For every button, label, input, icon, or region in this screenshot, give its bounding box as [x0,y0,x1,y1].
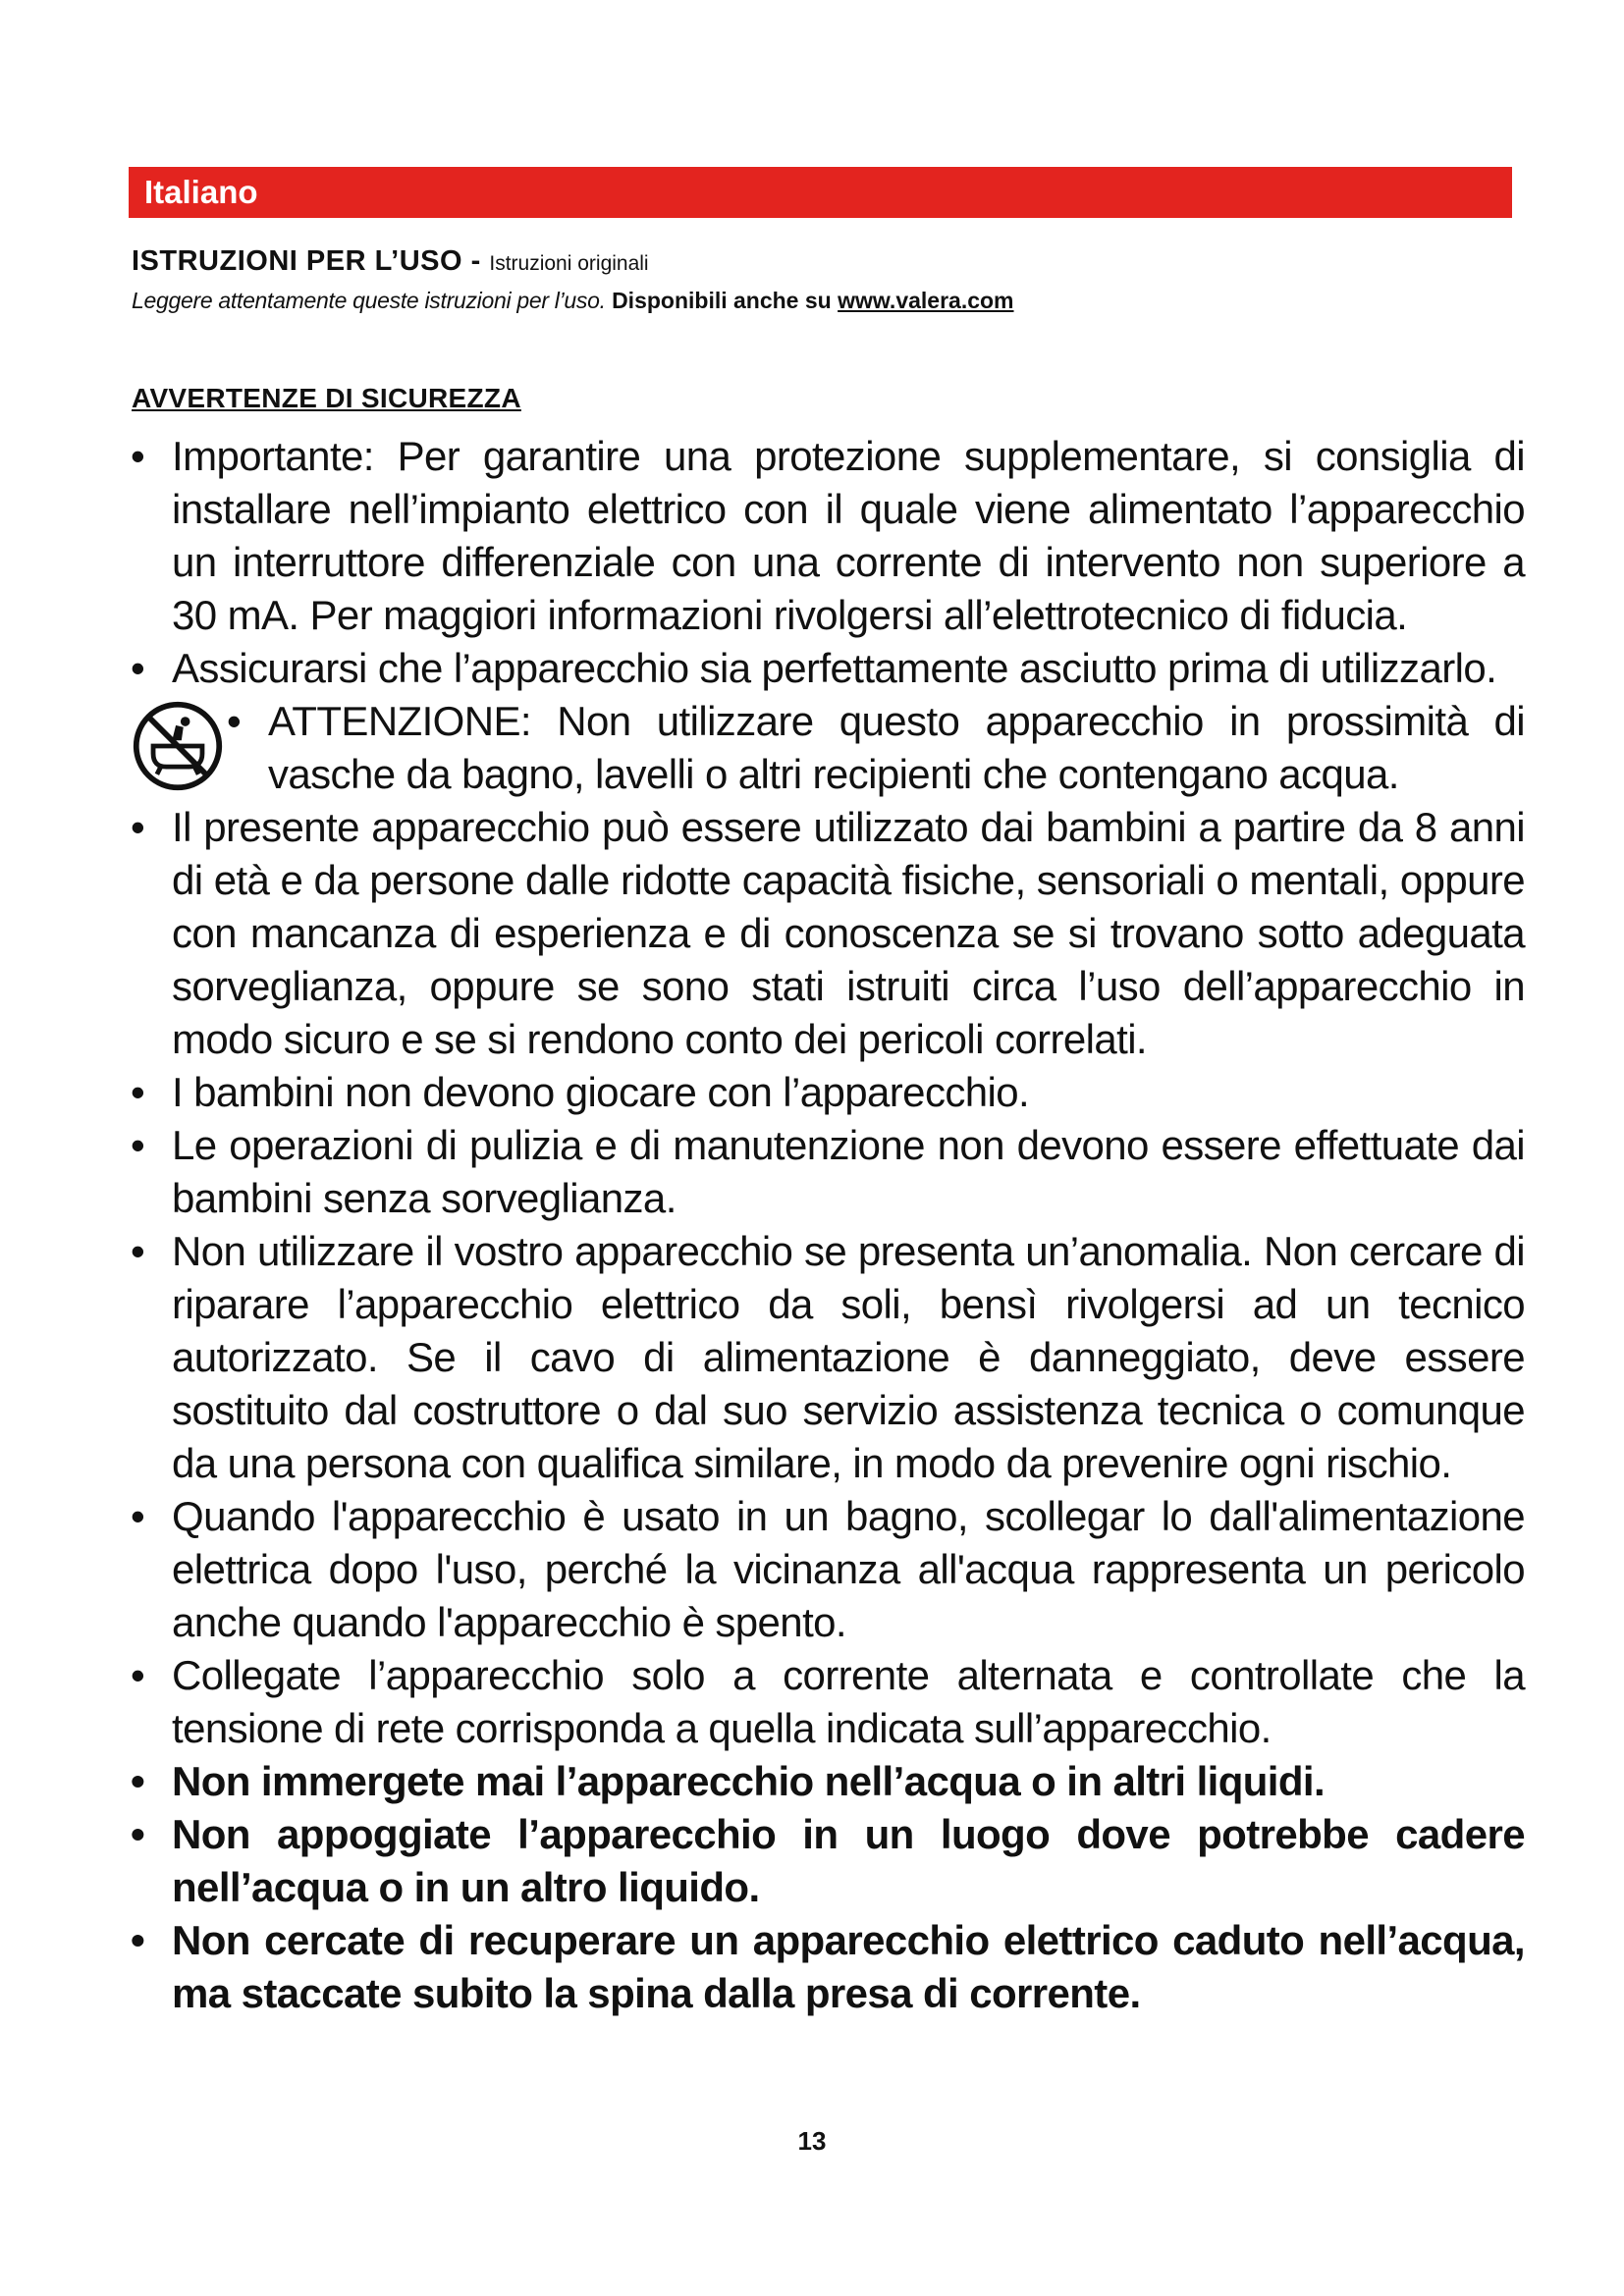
bullet: • [131,1811,145,1857]
bullet: • [131,804,145,850]
list-item-text: Il presente apparecchio può essere utilizzato dai bambini a partire da 8 anni di età e da persone dalle ridotte capacità fisiche, sensoriali o mentali, oppure con mancanza di esperienza e di conoscenza se si trovano sotto adeguata sorveglianza, oppure se sono stati istruiti circa l’uso dell’apparecchio in modo sicuro e se si rendono conto dei pericoli correlati. [172,804,1525,1062]
list-item [131,1119,1525,1225]
title-subtitle: Istruzioni originali [489,252,649,275]
read-note: Leggere attentamente queste istruzioni per l’uso. [132,288,606,313]
list-item-text: Importante: Per garantire una protezione supplementare, si consiglia di installare nell’impianto elettrico con il quale viene alimentato l’apparecchio un interruttore differenziale con una corrente di intervento non superiore a 30 mA. Per maggiori informazioni rivolgersi all’elettrotecnico di fiducia. [172,433,1525,638]
no-bathtub-icon [131,699,225,793]
list-item-bold [131,1808,1525,1914]
list-item-bold [131,1914,1525,2020]
available-label: Disponibili anche su [612,288,832,313]
list-item [131,801,1525,1066]
language-bar [129,167,1512,218]
bullet: • [131,1122,145,1168]
list-item [131,1066,1525,1119]
list-item [131,1649,1525,1755]
list-item-bold [131,1755,1525,1808]
list-item [131,1225,1525,1490]
safety-warnings-list [131,430,1525,2020]
bullet: • [131,1493,145,1539]
list-item-text: Non immergete mai l’apparecchio nell’acqua o in altri liquidi. [172,1758,1326,1804]
list-item-text: Non appoggiate l’apparecchio in un luogo dove potrebbe cadere nell’acqua o in un altro liquido. [172,1811,1525,1910]
bullet: • [131,1652,145,1698]
bullet: • [131,1917,145,1963]
title-main: ISTRUZIONI PER L’USO - [132,245,490,277]
list-item-text: Non cercate di recuperare un apparecchio elettrico caduto nell’acqua, ma staccate subito la spina dalla presa di corrente. [172,1917,1525,2016]
language-label: Italiano [144,174,258,210]
list-item [131,642,1525,695]
bullet: • [227,698,242,744]
bullet: • [131,1228,145,1274]
document-title [132,245,649,278]
list-item [131,430,1525,642]
list-item-text: ATTENZIONE: Non utilizzare questo apparecchio in prossimità di vasche da bagno, lavelli o altri recipienti che contengano acqua. [268,698,1525,797]
list-item-text: Le operazioni di pulizia e di manutenzione non devono essere effettuate dai bambini senza sorveglianza. [172,1122,1525,1221]
list-item-text: Quando l'apparecchio è usato in un bagno, scollegar lo dall'alimentazione elettrica dopo l'uso, perché la vicinanza all'acqua rappresenta un pericolo anche quando l'apparecchio è spento. [172,1493,1525,1645]
read-instructions-note [132,288,1014,314]
list-item-text: I bambini non devono giocare con l’apparecchio. [172,1069,1030,1115]
bullet: • [131,645,145,691]
list-item-text: Assicurarsi che l’apparecchio sia perfettamente asciutto prima di utilizzarlo. [172,645,1497,691]
bullet: • [131,1069,145,1115]
list-item [131,1490,1525,1649]
page-number: 13 [797,2126,827,2156]
bullet: • [131,1758,145,1804]
section-heading: AVVERTENZE DI SICUREZZA [132,383,521,413]
list-item-bathtub-warning [131,695,1525,801]
list-item-text: Non utilizzare il vostro apparecchio se presenta un’anomalia. Non cercare di riparare l’apparecchio elettrico da soli, bensì rivolgersi ad un tecnico autorizzato. Se il cavo di alimentazione è danneggiato, deve essere sostituito dal costruttore o dal suo servizio assistenza tecnica o comunque da una persona con qualifica similare, in modo da prevenire ogni rischio. [172,1228,1525,1486]
bullet: • [131,433,145,479]
website-link[interactable]: www.valera.com [838,288,1014,313]
list-item-text: Collegate l’apparecchio solo a corrente alternata e controllate che la tensione di rete corrisponda a quella indicata sull’apparecchio. [172,1652,1525,1751]
